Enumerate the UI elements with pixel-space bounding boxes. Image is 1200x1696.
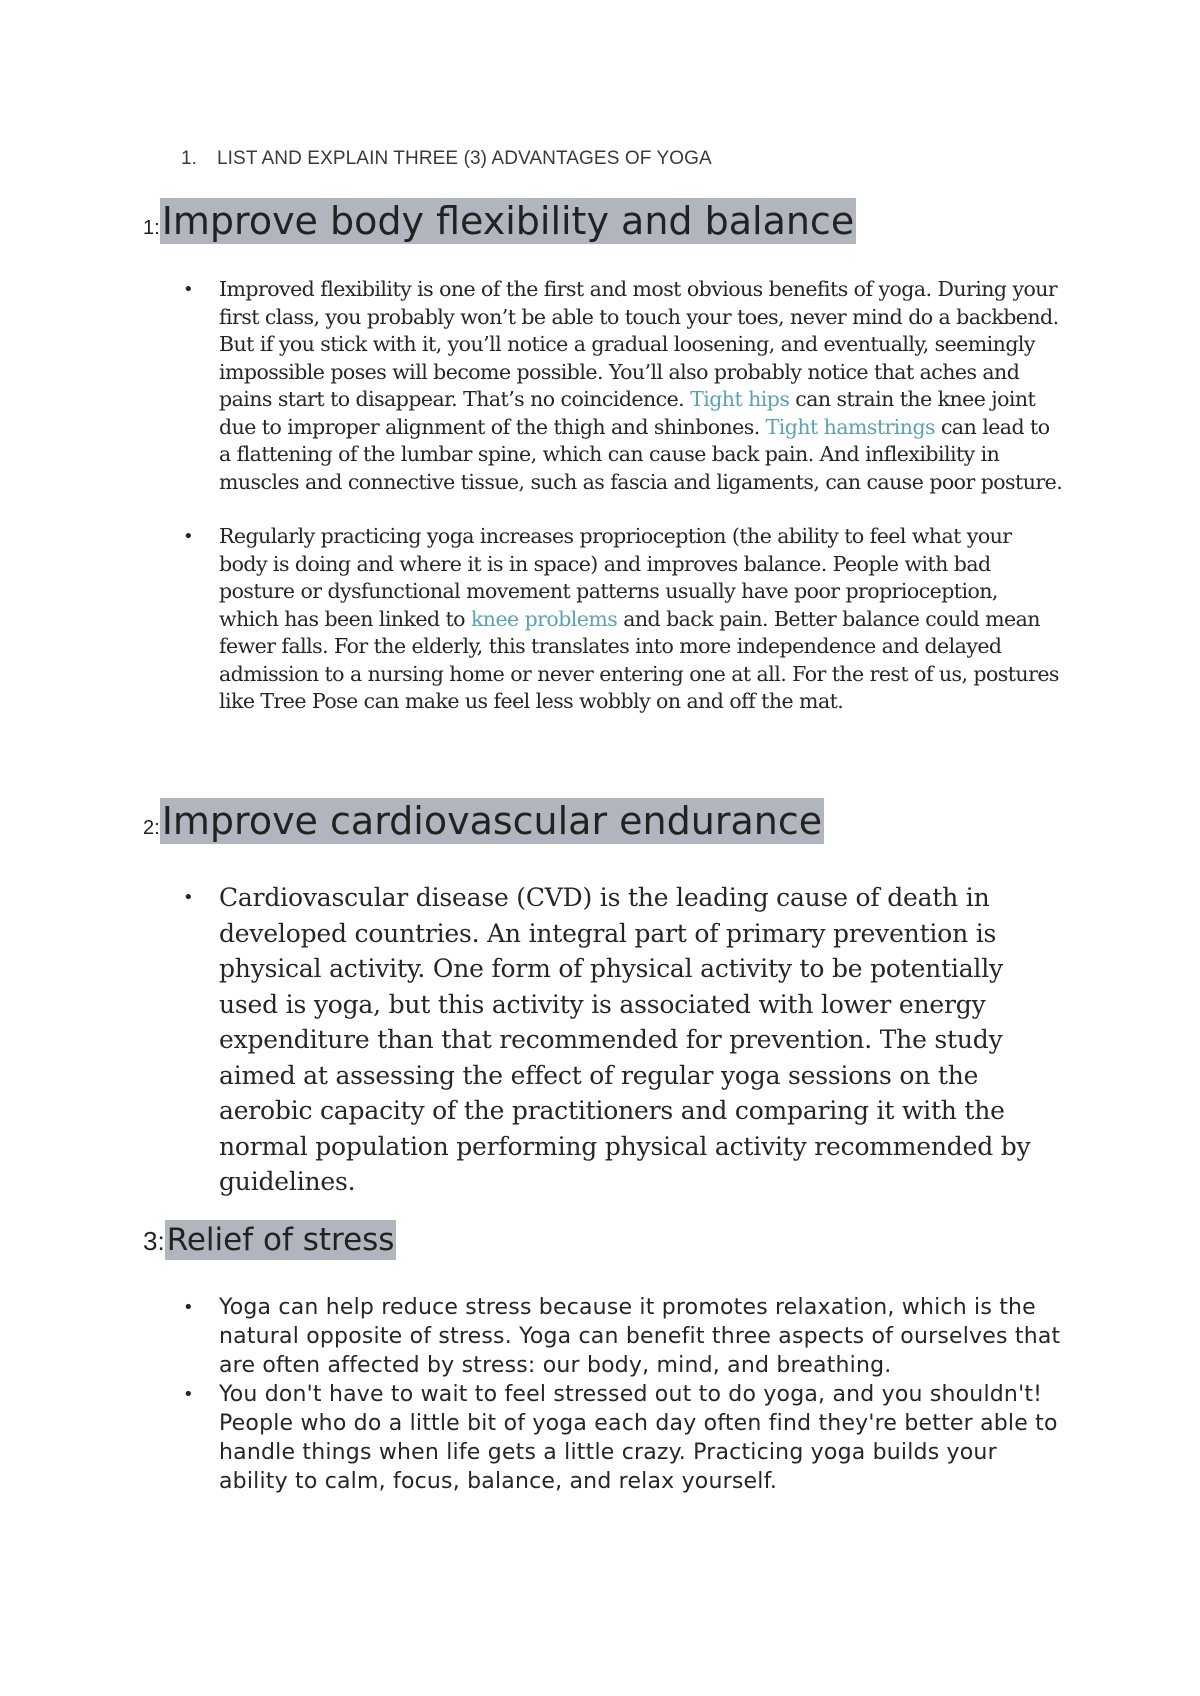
paragraph-text: Cardiovascular disease (CVD) is the leading cause of death in developed countries. An integral part of primary prevention is physical activity. One form of physical activity to be potentially used is yoga, but this activity is associated with lower energy expenditure than that recommended for prevention. The study aimed at assessing the effect of regular yoga sessions on the aerobic capacity of the practitioners and comparing it with the normal population performing physical activity recommended by guidelines.: [219, 883, 1031, 1196]
section-1-number: 1:: [143, 217, 160, 239]
question-text: LIST AND EXPLAIN THREE (3) ADVANTAGES OF YOGA: [217, 148, 712, 169]
list-item: [183, 880, 1043, 1200]
paragraph-text: can strain the knee joint due to improper alignment of the thigh and shinbones.: [219, 387, 1036, 439]
section-3-bullet-list: [183, 1293, 1063, 1496]
paragraph-text: and back pain. Better balance could mean fewer falls. For the elderly, this translates into more independence and delayed admission to a nursing home or never entering one at all. For the rest of us, postures like Tree Pose can make us feel less wobbly on and off the mat.: [219, 606, 1059, 713]
knee-problems-link[interactable]: knee problems: [470, 606, 618, 631]
section-2-bullet-list: [183, 880, 1043, 1200]
paragraph-text: Regularly practicing yoga increases proprioception (the ability to feel what your body is doing and where it is in space) and improves balance. People with bad posture or dysfunctional movement patterns usually have poor proprioception, which has been linked to: [219, 524, 1012, 631]
bullet-icon: •: [183, 526, 194, 547]
paragraph-text: Improved flexibility is one of the first and most obvious benefits of yoga. During your first class, you probably won’t be able to touch your toes, never mind do a backbend. But if you stick with it, you’ll notice a gradual loosening, and eventually, seemingly impossible poses will become possible. You’ll also probably notice that aches and pains start to disappear. That’s no coincidence.: [219, 277, 1059, 411]
section-3-number: 3:: [143, 1226, 165, 1256]
section-1-heading: [143, 198, 856, 244]
tight-hips-link[interactable]: Tight hips: [690, 387, 790, 411]
bullet-icon: •: [183, 1297, 194, 1318]
bullet-icon: •: [183, 1384, 194, 1405]
section-1-title: Improve body flexibility and balance: [161, 199, 855, 243]
section-2-number: 2:: [143, 817, 160, 839]
question-heading: [181, 148, 712, 170]
paragraph-text: can lead to a flattening of the lumbar spine, which can cause back pain. And inflexibility in muscles and connective tissue, such as fascia and ligaments, can cause poor posture.: [219, 414, 1063, 494]
paragraph-text: You don't have to wait to feel stressed out to do yoga, and you shouldn't! People who do a little bit of yoga each day often find they're better able to handle things when life gets a little crazy. Practicing yoga builds your ability to calm, focus, balance, and relax yourself.: [219, 1382, 1058, 1494]
bullet-icon: •: [183, 279, 194, 300]
section-3-title: Relief of stress: [166, 1222, 395, 1258]
bullet-icon: •: [183, 887, 194, 908]
section-1-bullet-list: [183, 276, 1063, 716]
section-2-heading: [143, 798, 824, 844]
paragraph-text: Yoga can help reduce stress because it promotes relaxation, which is the natural opposite of stress. Yoga can benefit three aspects of ourselves that are often affected by stress: our body, mind, and breathing.: [219, 1295, 1061, 1378]
section-3-heading: [143, 1220, 396, 1260]
list-item: [183, 276, 1063, 496]
section-2-title: Improve cardiovascular endurance: [161, 799, 823, 843]
tight-hamstrings-link[interactable]: Tight hamstrings: [765, 414, 936, 439]
question-number: 1.: [181, 148, 198, 169]
list-item: [183, 523, 1063, 716]
list-item: [183, 1293, 1063, 1380]
list-item: [183, 1380, 1063, 1496]
